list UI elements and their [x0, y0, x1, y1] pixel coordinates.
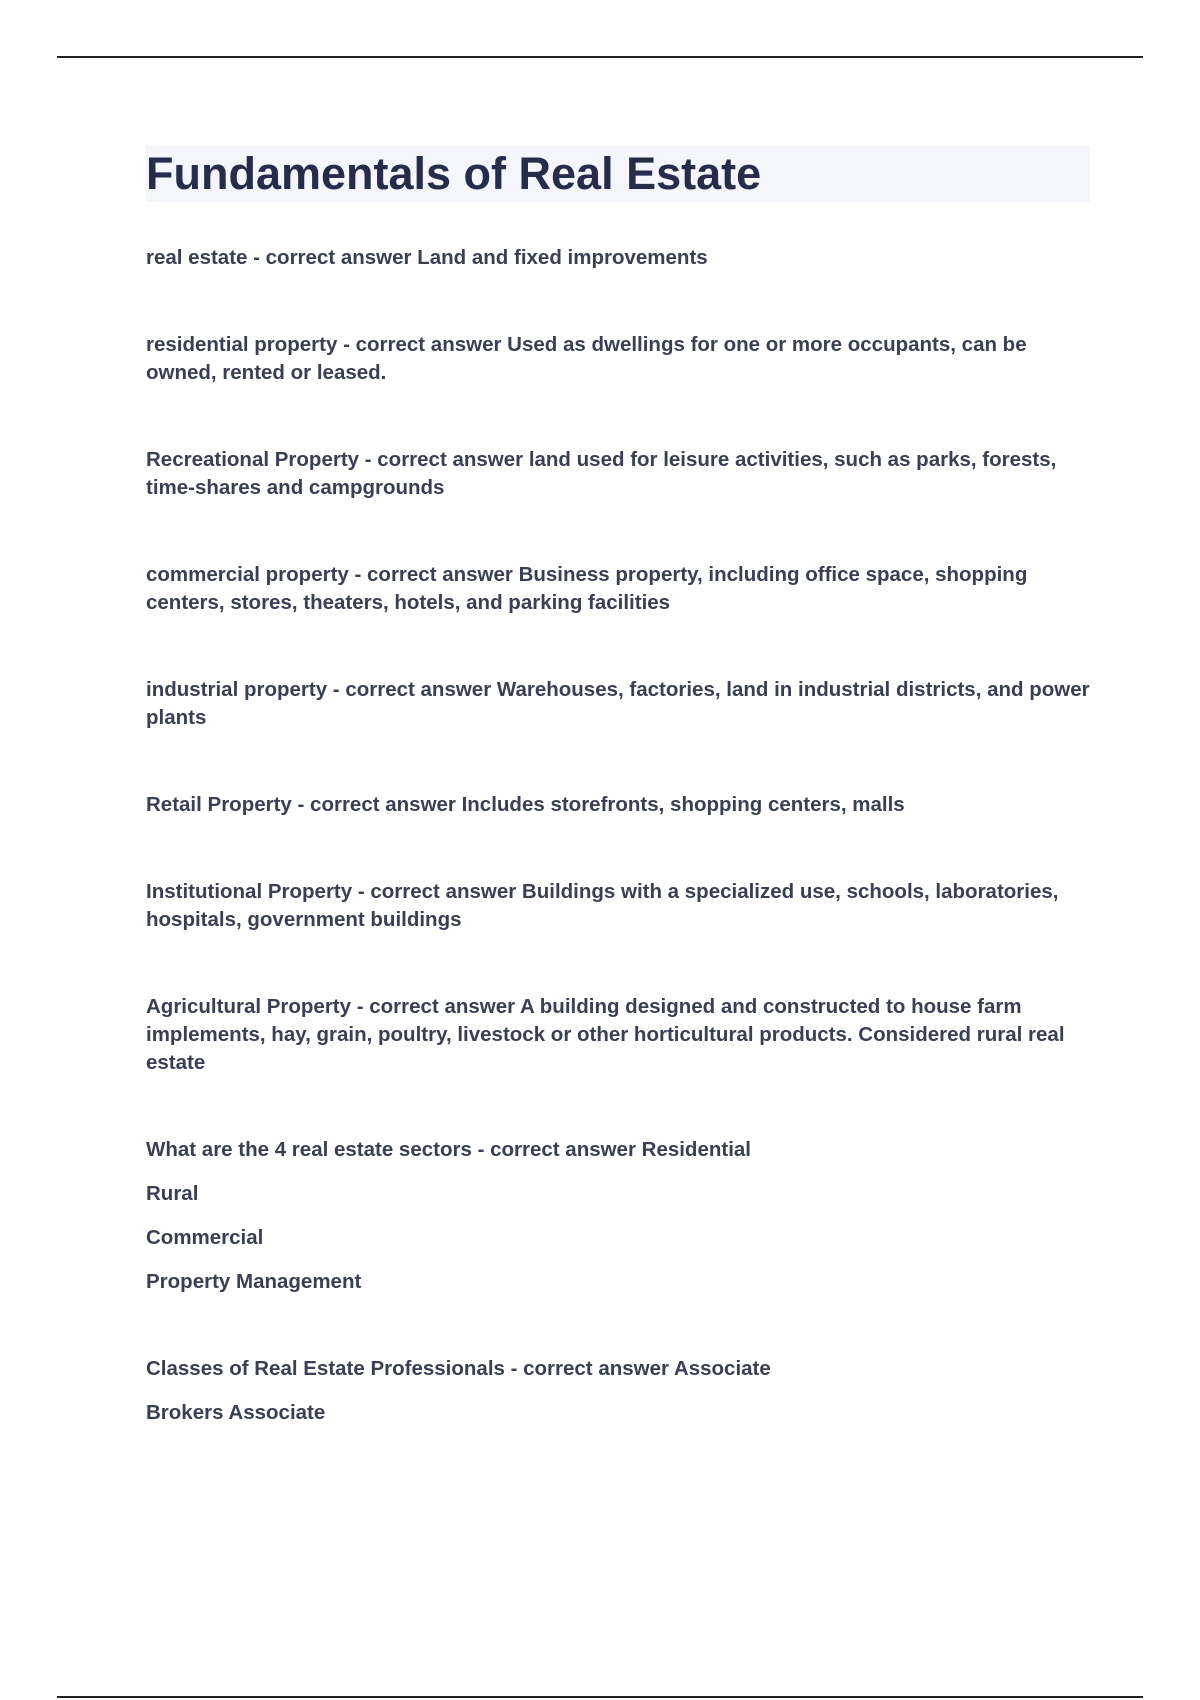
- flashcard: [146, 1136, 1090, 1296]
- flashcard-line: Rural: [146, 1182, 199, 1205]
- flashcard: [146, 676, 1090, 732]
- flashcard-text: industrial property - correct answer Warehouses, factories, land in industrial districts, and power plants: [146, 678, 1090, 729]
- flashcard-line: What are the 4 real estate sectors - correct answer Residential: [146, 1138, 752, 1161]
- flashcard: [146, 1355, 1090, 1427]
- flashcard-text: Agricultural Property - correct answer A building designed and constructed to house farm implements, hay, grain, poultry, livestock or other horticultural products. Considered rural real estate: [146, 995, 1065, 1074]
- flashcard: [146, 791, 1090, 819]
- flashcard-text: residential property - correct answer Used as dwellings for one or more occupants, can be owned, rented or leased.: [146, 333, 1027, 384]
- flashcard: [146, 993, 1090, 1077]
- flashcard-text: Retail Property - correct answer Includes storefronts, shopping centers, malls: [146, 793, 905, 816]
- flashcard-line: Commercial: [146, 1226, 264, 1249]
- flashcard: [146, 561, 1090, 617]
- flashcard-line: Property Management: [146, 1270, 362, 1293]
- flashcard: [146, 331, 1090, 387]
- page-content: [146, 146, 1090, 1486]
- flashcard-text: commercial property - correct answer Business property, including office space, shopping centers, stores, theaters, hotels, and parking facilities: [146, 563, 1028, 614]
- bottom-rule: [57, 1696, 1143, 1698]
- flashcard-line: Classes of Real Estate Professionals - correct answer Associate: [146, 1357, 771, 1380]
- flashcard: [146, 446, 1090, 502]
- flashcard-line: Brokers Associate: [146, 1401, 326, 1424]
- top-rule: [57, 56, 1143, 58]
- flashcard: [146, 878, 1090, 934]
- flashcard-text: real estate - correct answer Land and fixed improvements: [146, 246, 708, 269]
- title-band: [146, 146, 1090, 202]
- flashcard-text: Recreational Property - correct answer land used for leisure activities, such as parks, forests, time-shares and campgrounds: [146, 448, 1057, 499]
- page-title: Fundamentals of Real Estate: [146, 148, 762, 199]
- flashcard-text: Institutional Property - correct answer Buildings with a specialized use, schools, laboratories, hospitals, government buildings: [146, 880, 1059, 931]
- flashcard-list: [146, 244, 1090, 1427]
- flashcard: [146, 244, 1090, 272]
